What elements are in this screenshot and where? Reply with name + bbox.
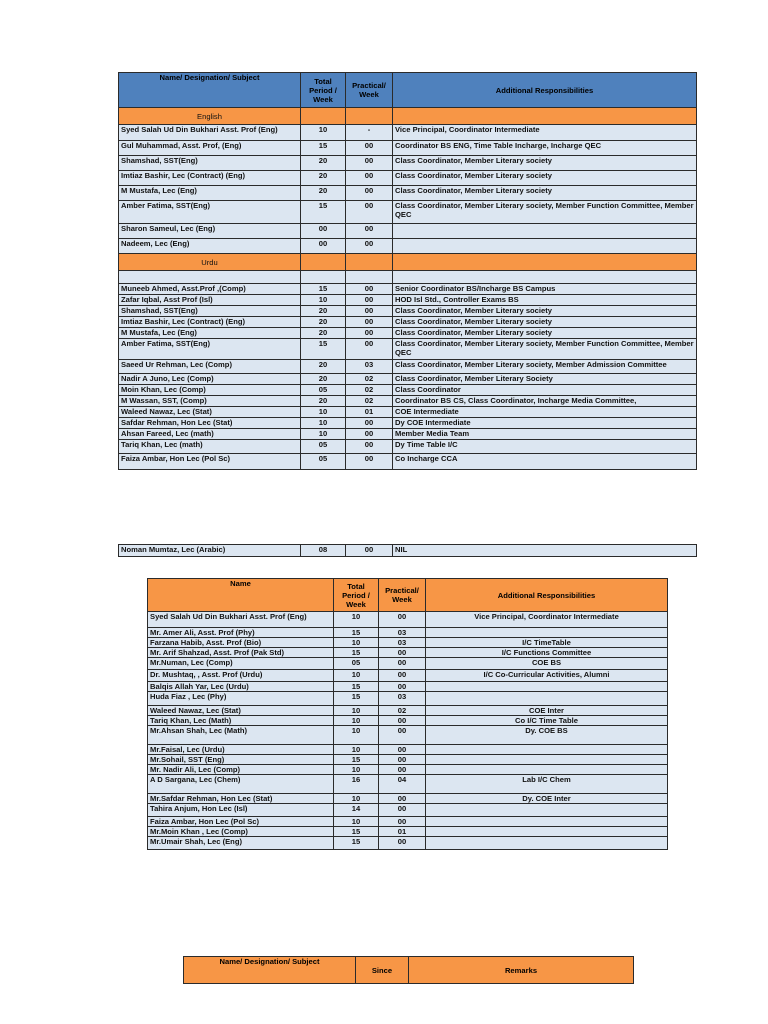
- cell-practical: 02: [379, 706, 426, 716]
- cell-responsibilities: Vice Principal, Coordinator Intermediate: [393, 125, 697, 141]
- header-since: Since: [356, 957, 409, 984]
- cell-responsibilities: COE Intermediate: [393, 407, 697, 418]
- cell-responsibilities: Lab I/C Chem: [426, 775, 668, 794]
- cell-name: Farzana Habib, Asst. Prof (Bio): [148, 638, 334, 648]
- staff-table-4: [183, 956, 634, 984]
- table-row: [119, 295, 697, 306]
- header-practical: Practical/ Week: [379, 579, 426, 612]
- cell-name: Mr. Amer Ali, Asst. Prof (Phy): [148, 628, 334, 638]
- table-row: [119, 429, 697, 440]
- cell-responsibilities: [426, 755, 668, 765]
- cell-name: Nadir A Juno, Lec (Comp): [119, 374, 301, 385]
- cell-responsibilities: COE BS: [426, 658, 668, 670]
- cell-responsibilities: [426, 682, 668, 692]
- section-label-english: English: [119, 108, 301, 125]
- cell-total: 20: [301, 396, 346, 407]
- cell-responsibilities: Class Coordinator, Member Literary society: [393, 317, 697, 328]
- cell-practical: 00: [379, 612, 426, 628]
- section-label-urdu: Urdu: [119, 254, 301, 271]
- cell-practical: 00: [379, 716, 426, 726]
- cell-total: 10: [301, 295, 346, 306]
- cell-practical: 00: [346, 295, 393, 306]
- cell-responsibilities: Member Media Team: [393, 429, 697, 440]
- cell-name: Mr.Moin Khan , Lec (Comp): [148, 827, 334, 837]
- cell-name: Mr.Sohail, SST (Eng): [148, 755, 334, 765]
- cell-total: 00: [301, 224, 346, 239]
- cell-practical: 00: [346, 317, 393, 328]
- cell-responsibilities: [393, 224, 697, 239]
- cell-practical: 02: [346, 396, 393, 407]
- table-row: [119, 306, 697, 317]
- cell-practical: 00: [379, 670, 426, 682]
- cell-responsibilities: Coordinator BS CS, Class Coordinator, Incharge Media Committee,: [393, 396, 697, 407]
- cell-responsibilities: I/C Functions Committee: [426, 648, 668, 658]
- cell-practical: 00: [346, 156, 393, 171]
- table-row: [119, 407, 697, 418]
- urdu-rows: [119, 284, 697, 470]
- cell-total: 20: [301, 306, 346, 317]
- cell-practical: 00: [379, 726, 426, 745]
- cell-practical: 01: [379, 827, 426, 837]
- table-row: [119, 239, 697, 254]
- table-row: [148, 670, 668, 682]
- cell-name: Syed Salah Ud Din Bukhari Asst. Prof (Eng): [119, 125, 301, 141]
- cell-name: Waleed Nawaz, Lec (Stat): [148, 706, 334, 716]
- cell-practical: 03: [379, 638, 426, 648]
- table-row: [148, 765, 668, 775]
- cell-total: 15: [334, 827, 379, 837]
- header-name: Name: [148, 579, 334, 612]
- cell-total: 05: [301, 440, 346, 454]
- cell-name: Tahira Anjum, Hon Lec (Isl): [148, 804, 334, 817]
- cell-responsibilities: Class Coordinator, Member Literary society: [393, 328, 697, 339]
- cell-total: 00: [301, 239, 346, 254]
- cell-name: Saeed Ur Rehman, Lec (Comp): [119, 360, 301, 374]
- cell-practical: 02: [346, 385, 393, 396]
- cell-name: M Mustafa, Lec (Eng): [119, 186, 301, 201]
- cell-practical: 00: [346, 429, 393, 440]
- cell-name: Dr. Mushtaq, , Asst. Prof (Urdu): [148, 670, 334, 682]
- cell-name: Shamshad, SST(Eng): [119, 156, 301, 171]
- cell-practical: 00: [346, 201, 393, 224]
- cell-practical: 00: [346, 418, 393, 429]
- cell-name: A D Sargana, Lec (Chem): [148, 775, 334, 794]
- table-row: [119, 125, 697, 141]
- header-total-period: Total Period / Week: [301, 73, 346, 108]
- cell-name: Ahsan Fareed, Lec (math): [119, 429, 301, 440]
- table-row: [148, 682, 668, 692]
- cell-practical: 00: [379, 648, 426, 658]
- cell-name: Mr.Numan, Lec (Comp): [148, 658, 334, 670]
- cell-total: 05: [301, 454, 346, 470]
- cell-responsibilities: [426, 745, 668, 755]
- table-row: [119, 374, 697, 385]
- table-row: [148, 612, 668, 628]
- cell-name: Amber Fatima, SST(Eng): [119, 201, 301, 224]
- table-row: [148, 638, 668, 648]
- cell-name: Syed Salah Ud Din Bukhari Asst. Prof (Eng): [148, 612, 334, 628]
- cell-name: Huda Fiaz , Lec (Phy): [148, 692, 334, 706]
- table-row: [148, 726, 668, 745]
- cell-responsibilities: Dy COE Intermediate: [393, 418, 697, 429]
- cell-total: 15: [301, 284, 346, 295]
- cell-responsibilities: [426, 765, 668, 775]
- cell-total: 16: [334, 775, 379, 794]
- cell-practical: 00: [346, 171, 393, 186]
- cell-name: Waleed Nawaz, Lec (Stat): [119, 407, 301, 418]
- cell-practical: 00: [346, 224, 393, 239]
- cell-responsibilities: Class Coordinator, Member Literary Society: [393, 374, 697, 385]
- table-row: [119, 284, 697, 295]
- cell-total: 15: [334, 628, 379, 638]
- cell-name: Nadeem, Lec (Eng): [119, 239, 301, 254]
- table-row: [119, 454, 697, 470]
- header-responsibilities: Additional Responsibilities: [393, 73, 697, 108]
- cell-total: 15: [334, 648, 379, 658]
- cell-responsibilities: Dy. COE Inter: [426, 794, 668, 804]
- cell-total: 10: [334, 716, 379, 726]
- cell-total: 10: [334, 765, 379, 775]
- cell-name: M Mustafa, Lec (Eng): [119, 328, 301, 339]
- cell-name: Shamshad, SST(Eng): [119, 306, 301, 317]
- cell-total: 20: [301, 317, 346, 328]
- cell-practical: 00: [346, 328, 393, 339]
- cell-responsibilities: [426, 817, 668, 827]
- cell-total: 15: [301, 141, 346, 156]
- table-row: [148, 837, 668, 850]
- cell-total: 10: [301, 125, 346, 141]
- cell-practical: 03: [379, 692, 426, 706]
- cell-total: 15: [301, 339, 346, 360]
- cell-total: 15: [334, 755, 379, 765]
- english-rows: [119, 125, 697, 254]
- header-name: Name/ Designation/ Subject: [184, 957, 356, 984]
- table-row: [148, 716, 668, 726]
- cell-name: Faiza Ambar, Hon Lec (Pol Sc): [119, 454, 301, 470]
- cell-name: Mr. Arif Shahzad, Asst. Prof (Pak Std): [148, 648, 334, 658]
- table-row: [148, 804, 668, 817]
- cell-responsibilities: I/C Co-Curricular Activities, Alumni: [426, 670, 668, 682]
- table3-rows: [148, 612, 668, 850]
- table-row: [148, 827, 668, 837]
- table-row: [119, 141, 697, 156]
- cell-responsibilities: NIL: [393, 545, 697, 557]
- table-row: [119, 440, 697, 454]
- table-row: [148, 658, 668, 670]
- cell-total: 20: [301, 156, 346, 171]
- table-row: [148, 628, 668, 638]
- cell-name: Imtiaz Bashir, Lec (Contract) (Eng): [119, 317, 301, 328]
- cell-practical: 00: [379, 765, 426, 775]
- cell-total: 20: [301, 171, 346, 186]
- cell-responsibilities: Class Coordinator: [393, 385, 697, 396]
- table-row: [119, 201, 697, 224]
- cell-practical: 00: [346, 306, 393, 317]
- staff-table-1: [118, 72, 697, 470]
- cell-name: Tariq Khan, Lec (math): [119, 440, 301, 454]
- cell-practical: 00: [346, 339, 393, 360]
- cell-name: Noman Mumtaz, Lec (Arabic): [119, 545, 301, 557]
- cell-total: 10: [334, 794, 379, 804]
- header-total-period: Total Period / Week: [334, 579, 379, 612]
- table-row: [148, 755, 668, 765]
- table-row: [148, 692, 668, 706]
- cell-total: 15: [301, 201, 346, 224]
- cell-name: Mr.Safdar Rehman, Hon Lec (Stat): [148, 794, 334, 804]
- cell-practical: 00: [379, 658, 426, 670]
- cell-responsibilities: Class Coordinator, Member Literary society: [393, 171, 697, 186]
- cell-practical: 00: [346, 284, 393, 295]
- cell-responsibilities: Class Coordinator, Member Literary society, Member Function Committee, Member QEC: [393, 339, 697, 360]
- table-row: [119, 385, 697, 396]
- cell-total: 10: [334, 817, 379, 827]
- cell-name: Moin Khan, Lec (Comp): [119, 385, 301, 396]
- cell-responsibilities: Class Coordinator, Member Literary society: [393, 306, 697, 317]
- cell-total: 20: [301, 374, 346, 385]
- table-row: [148, 648, 668, 658]
- cell-practical: 04: [379, 775, 426, 794]
- english-section: [119, 108, 697, 125]
- cell-responsibilities: Vice Principal, Coordinator Intermediate: [426, 612, 668, 628]
- cell-total: 10: [334, 706, 379, 716]
- header-practical: Practical/ Week: [346, 73, 393, 108]
- cell-practical: 02: [346, 374, 393, 385]
- table-row: [119, 156, 697, 171]
- cell-total: 10: [301, 407, 346, 418]
- cell-name: Mr.Faisal, Lec (Urdu): [148, 745, 334, 755]
- cell-responsibilities: Class Coordinator, Member Literary society: [393, 186, 697, 201]
- cell-total: 05: [301, 385, 346, 396]
- cell-responsibilities: Co I/C Time Table: [426, 716, 668, 726]
- cell-total: 10: [334, 726, 379, 745]
- table-row: [119, 224, 697, 239]
- header-remarks: Remarks: [409, 957, 634, 984]
- cell-practical: 00: [346, 545, 393, 557]
- staff-table-2: [118, 544, 697, 557]
- cell-practical: 01: [346, 407, 393, 418]
- cell-name: M Wassan, SST, (Comp): [119, 396, 301, 407]
- cell-total: 08: [301, 545, 346, 557]
- cell-practical: 00: [346, 440, 393, 454]
- cell-total: 15: [334, 692, 379, 706]
- cell-practical: 00: [346, 141, 393, 156]
- cell-practical: 00: [379, 804, 426, 817]
- table-row: [119, 328, 697, 339]
- cell-name: Mr.Umair Shah, Lec (Eng): [148, 837, 334, 850]
- table-row: [148, 745, 668, 755]
- urdu-section: [119, 254, 697, 284]
- cell-responsibilities: Co Incharge CCA: [393, 454, 697, 470]
- cell-responsibilities: [426, 692, 668, 706]
- cell-name: Safdar Rehman, Hon Lec (Stat): [119, 418, 301, 429]
- cell-responsibilities: HOD Isl Std., Controller Exams BS: [393, 295, 697, 306]
- cell-name: Mr.Ahsan Shah, Lec (Math): [148, 726, 334, 745]
- cell-practical: 00: [379, 817, 426, 827]
- table-row: [148, 794, 668, 804]
- cell-name: Faiza Ambar, Hon Lec (Pol Sc): [148, 817, 334, 827]
- cell-practical: 00: [379, 794, 426, 804]
- cell-responsibilities: I/C TimeTable: [426, 638, 668, 648]
- cell-responsibilities: [393, 239, 697, 254]
- cell-responsibilities: Coordinator BS ENG, Time Table Incharge, Incharge QEC: [393, 141, 697, 156]
- header-name: Name/ Designation/ Subject: [119, 73, 301, 108]
- cell-total: 20: [301, 328, 346, 339]
- cell-practical: 00: [379, 837, 426, 850]
- cell-responsibilities: [426, 804, 668, 817]
- cell-practical: 00: [346, 239, 393, 254]
- cell-name: Mr. Nadir Ali, Lec (Comp): [148, 765, 334, 775]
- cell-practical: 03: [379, 628, 426, 638]
- cell-practical: 00: [346, 454, 393, 470]
- cell-total: 10: [334, 638, 379, 648]
- cell-responsibilities: [426, 827, 668, 837]
- cell-practical: 00: [379, 745, 426, 755]
- cell-responsibilities: Dy. COE BS: [426, 726, 668, 745]
- table-row: [119, 171, 697, 186]
- table-row: [148, 775, 668, 794]
- cell-practical: 00: [379, 755, 426, 765]
- cell-total: 10: [334, 612, 379, 628]
- cell-total: 20: [301, 186, 346, 201]
- table-row: [119, 360, 697, 374]
- cell-practical: 00: [346, 186, 393, 201]
- table-row: [148, 817, 668, 827]
- cell-name: Imtiaz Bashir, Lec (Contract) (Eng): [119, 171, 301, 186]
- cell-total: 15: [334, 837, 379, 850]
- cell-practical: 03: [346, 360, 393, 374]
- cell-name: Muneeb Ahmed, Asst.Prof ,(Comp): [119, 284, 301, 295]
- table-row: [119, 396, 697, 407]
- staff-table-3: [147, 578, 668, 850]
- table-row: [119, 317, 697, 328]
- cell-name: Tariq Khan, Lec (Math): [148, 716, 334, 726]
- cell-total: 05: [334, 658, 379, 670]
- cell-responsibilities: Senior Coordinator BS/Incharge BS Campus: [393, 284, 697, 295]
- cell-name: Sharon Sameul, Lec (Eng): [119, 224, 301, 239]
- cell-total: 10: [334, 670, 379, 682]
- cell-responsibilities: COE Inter: [426, 706, 668, 716]
- cell-practical: 00: [379, 682, 426, 692]
- table-row: [148, 706, 668, 716]
- cell-total: 20: [301, 360, 346, 374]
- cell-responsibilities: Class Coordinator, Member Literary society, Member Function Committee, Member QEC: [393, 201, 697, 224]
- cell-responsibilities: Class Coordinator, Member Literary society: [393, 156, 697, 171]
- cell-responsibilities: Dy Time Table I/C: [393, 440, 697, 454]
- cell-total: 10: [334, 745, 379, 755]
- cell-total: 14: [334, 804, 379, 817]
- cell-practical: -: [346, 125, 393, 141]
- cell-name: Zafar Iqbal, Asst Prof (Isl): [119, 295, 301, 306]
- cell-responsibilities: [426, 837, 668, 850]
- table-row: [119, 339, 697, 360]
- cell-name: Amber Fatima, SST(Eng): [119, 339, 301, 360]
- cell-total: 10: [301, 418, 346, 429]
- cell-name: Gul Muhammad, Asst. Prof, (Eng): [119, 141, 301, 156]
- header-responsibilities: Additional Responsibilities: [426, 579, 668, 612]
- table-row: [119, 186, 697, 201]
- table-row: [119, 545, 697, 557]
- cell-responsibilities: Class Coordinator, Member Literary society, Member Admission Committee: [393, 360, 697, 374]
- cell-total: 15: [334, 682, 379, 692]
- cell-name: Balqis Allah Yar, Lec (Urdu): [148, 682, 334, 692]
- cell-total: 10: [301, 429, 346, 440]
- cell-responsibilities: [426, 628, 668, 638]
- table-row: [119, 418, 697, 429]
